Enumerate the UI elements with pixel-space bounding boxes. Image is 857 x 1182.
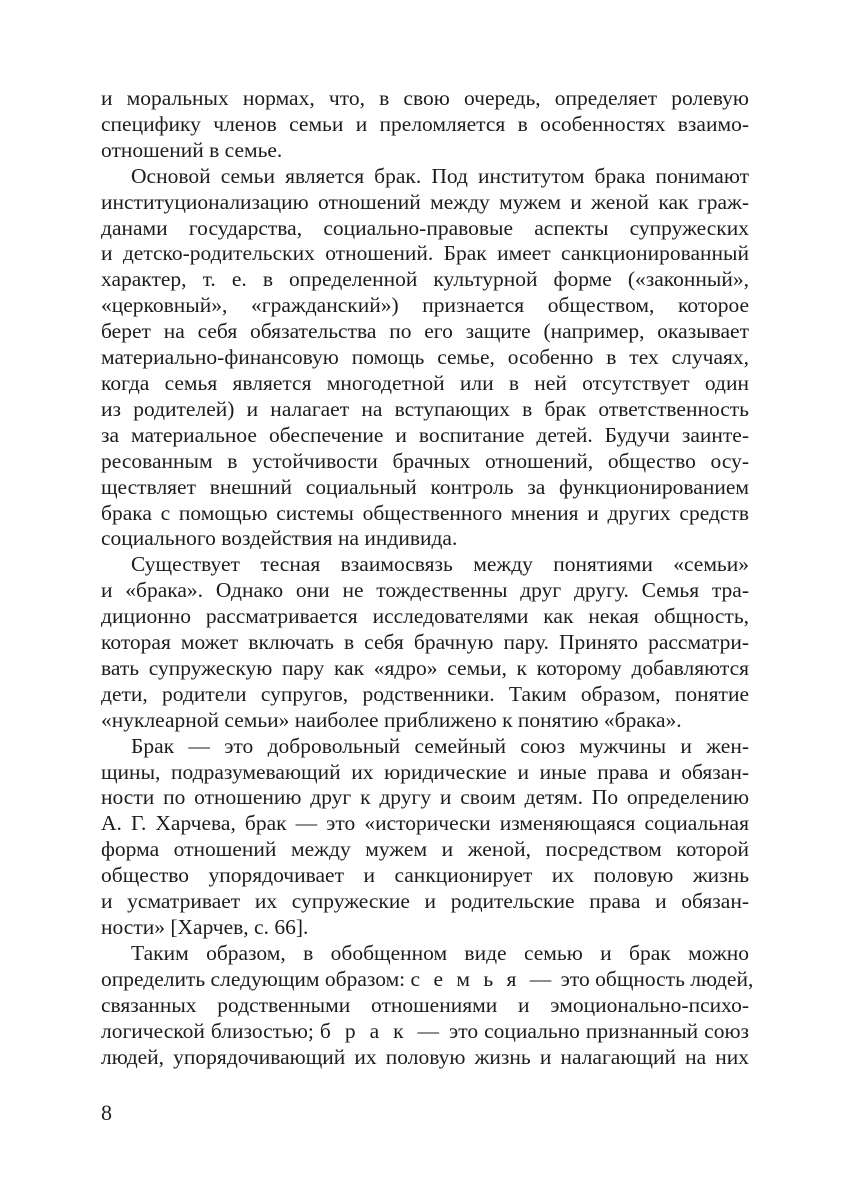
text-fragment: это социально признанный союз [449,1018,750,1043]
text-line: характер, т. е. в определенной культурной форме («законный», [101,267,749,292]
page-text [101,86,754,1070]
text-line: когда семья является многодетной или в ней отсутствует один [101,370,749,395]
text-line: и усматривает их супружеские и родительские права и обязан- [101,889,749,914]
text-fragment: определить следующим образом: [101,966,406,991]
text-line: и моральных нормах, что, в свою очередь, определяет ролевую [101,86,749,110]
text-line: и «брака». Однако они не тождественны друг другу. Семья тра- [101,578,749,603]
term-family: с е м ь я — [410,966,556,991]
text-line: ности по отношению друг к другу и своим детям. По определению [101,785,749,810]
page-number: 8 [101,1100,112,1125]
text-line: дети, родители супругов, родственники. Таким образом, понятие [101,681,749,706]
text-line: общество упорядочивает и санкционирует их половую жизнь [101,863,749,888]
text-line: берет на себя обязательства по его защите (например, оказывает [101,319,749,344]
text-line: которая может включать в себя брачную пару. Принято рассматри- [101,630,749,655]
text-line: отношений в семье. [101,137,283,162]
text-line [101,966,754,993]
text-line: Основой семьи является брак. Под институтом брака понимают [131,163,749,188]
text-line: форма отношений между мужем и женой, посредством которой [101,837,749,862]
text-line: материально-финансовую помощь семье, особенно в тех случаях, [101,345,749,370]
text-line [101,1019,749,1045]
text-line: вать супружескую пару как «ядро» семьи, к которому добавляются [101,655,749,680]
text-line: А. Г. Харчева, брак — это «исторически изменяющаяся социальная [101,811,749,836]
text-line: специфику членов семьи и преломляется в особенностях взаимо- [101,111,749,136]
text-line: из родителей) и налагает на вступающих в брак ответственность [101,396,749,421]
text-line: ществляет внешний социальный контроль за функционированием [101,474,749,499]
text-line: Брак — это добровольный семейный союз мужчины и жен- [131,733,749,758]
text-line: «церковный», «гражданский») признается обществом, которое [101,293,749,318]
text-line: институционализацию отношений между мужем и женой как граж- [101,189,749,214]
paragraph-2 [101,164,749,553]
text-line: данами государства, социально-правовые аспекты супружеских [101,215,749,240]
text-line: Таким образом, в обобщенном виде семью и брак можно [131,940,749,965]
text-line: щины, подразумевающий их юридические и иные права и обязан- [101,759,749,784]
text-line: ности» [Харчев, с. 66]. [101,915,309,939]
text-line: «нуклеарной семьи» наиболее приближено к понятию «брака». [101,707,682,732]
text-line: за материальное обеспечение и воспитание детей. Будучи заинте- [101,422,749,447]
text-line: Существует тесная взаимосвязь между понятиями «семьи» [131,552,749,577]
text-line: ресованным в устойчивости брачных отношений, общество осу- [101,448,749,473]
paragraph-4 [101,734,749,941]
paragraph-5 [101,940,754,1071]
text-line: диционно рассматривается исследователями как некая общность, [101,604,749,629]
paragraph-1 [101,86,749,164]
paragraph-3 [101,552,749,733]
text-line: людей, упорядочивающий их половую жизнь и налагающий на них [101,1044,749,1069]
text-line: брака с помощью системы общественного мнения и других средств [101,500,749,525]
text-fragment: это общность людей, [560,966,754,991]
term-marriage: б р а к — [319,1018,444,1043]
text-fragment: логической близостью; [101,1018,314,1043]
text-line: связанных родственными отношениями и эмоционально-психо- [101,992,749,1017]
text-line: и детско-родительских отношений. Брак имеет санкционированный [101,241,749,266]
text-line: социального воздействия на индивида. [101,526,458,551]
